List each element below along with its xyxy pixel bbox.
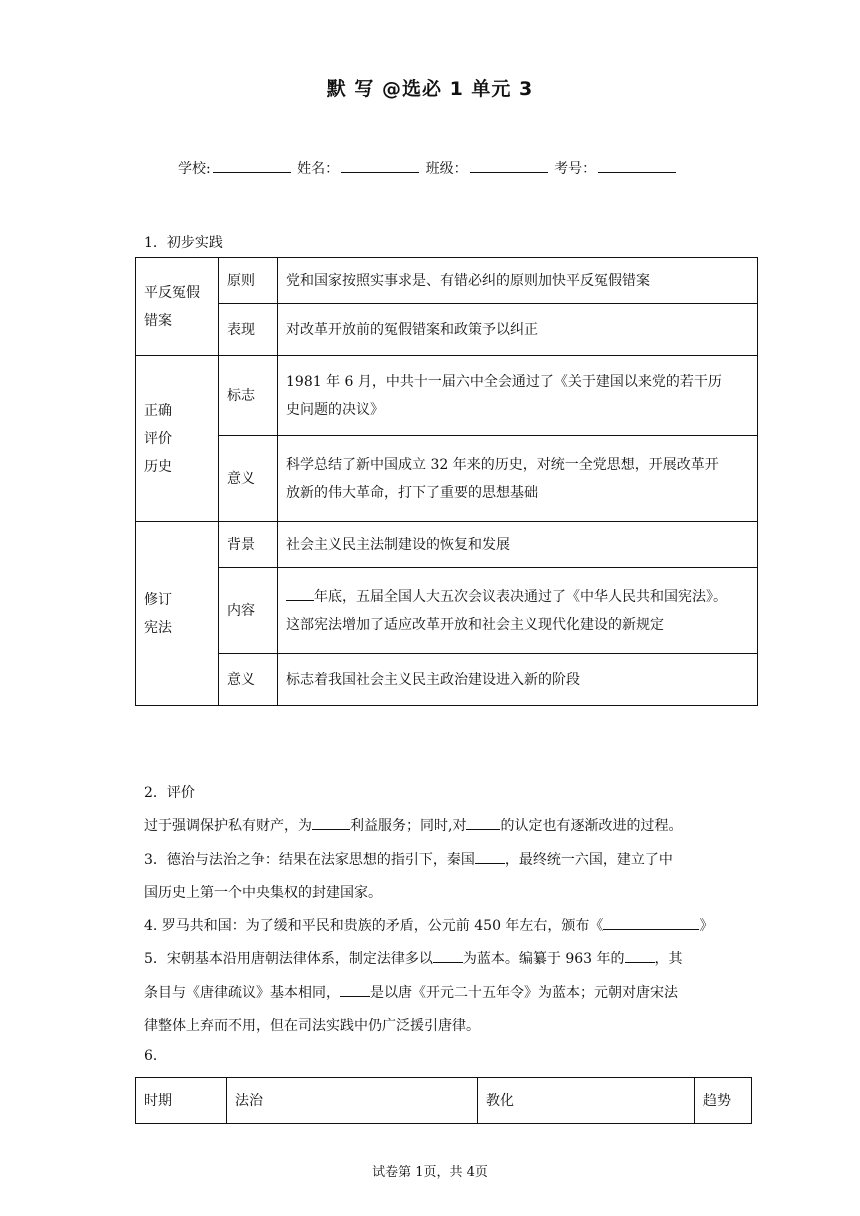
group-label: 错案 <box>144 312 172 329</box>
school-label: 学校: <box>178 161 211 177</box>
q6-table <box>135 1077 752 1124</box>
page-title: 默 写 @选必 1 单元 3 <box>326 78 534 100</box>
text: 条目与《唐律疏议》基本相同， <box>144 985 340 1001</box>
row-content <box>278 436 758 522</box>
content-line: 这部宪法增加了适应改革开放和社会主义现代化建设的新规定 <box>286 616 664 633</box>
group-label: 历史 <box>144 458 172 475</box>
row-content: 标志着我国社会主义民主政治建设进入新的阶段 <box>278 654 758 706</box>
group-label: 平反冤假 <box>144 284 200 301</box>
text: 3．德治与法治之争：结果在法家思想的指引下，秦国 <box>144 852 475 868</box>
group-label: 修订 <box>144 591 172 608</box>
content-text: 年底，五届全国人大五次会议表决通过了《中华人民共和国宪法》。 <box>314 588 727 605</box>
class-blank[interactable] <box>470 158 548 173</box>
answer-blank[interactable] <box>312 815 350 830</box>
q2-heading: 2．评价 <box>144 785 195 801</box>
q1-heading: 1．初步实践 <box>144 235 223 251</box>
exam-no-blank[interactable] <box>598 158 676 173</box>
class-label: 班级： <box>425 161 468 177</box>
group-cell <box>136 522 219 706</box>
q5-line3: 律整体上弃而不用，但在司法实践中仍广泛援引唐律。 <box>144 1018 480 1034</box>
group-cell <box>136 356 219 522</box>
row-label: 意义 <box>219 436 278 522</box>
header-cell: 时期 <box>136 1078 227 1124</box>
page-footer: 试卷第 1页，共 4页 <box>372 1165 488 1180</box>
row-content: 对改革开放前的冤假错案和政策予以纠正 <box>278 304 758 356</box>
answer-blank[interactable] <box>466 815 500 830</box>
row-content <box>278 356 758 436</box>
q5-line1 <box>144 948 683 968</box>
answer-blank[interactable] <box>340 982 370 997</box>
q3-line2: 国历史上第一个中央集权的封建国家。 <box>144 885 382 901</box>
content-line: 1981 年 6 月，中共十一届六中全会通过了《关于建国以来党的若干历 <box>286 373 722 390</box>
table-row <box>136 654 758 706</box>
row-label: 表现 <box>219 304 278 356</box>
content-line: 科学总结了新中国成立 32 年来的历史，对统一全党思想，开展改革开 <box>286 456 719 473</box>
content-line: 史问题的决议》 <box>286 401 384 418</box>
text: 为蓝本。编纂于 963 年的 <box>462 951 625 967</box>
q4-text <box>144 915 713 935</box>
answer-blank[interactable] <box>625 948 655 963</box>
row-label: 原则 <box>219 258 278 304</box>
row-label: 内容 <box>219 568 278 654</box>
text: 是以唐《开元二十五年令》为蓝本；元朝对唐宋法 <box>370 985 678 1001</box>
text: 5．宋朝基本沿用唐朝法律体系，制定法律多以 <box>144 951 433 967</box>
name-blank[interactable] <box>341 158 419 173</box>
header-cell: 教化 <box>478 1078 695 1124</box>
q2-text <box>144 815 682 835</box>
student-info-line <box>178 158 678 178</box>
table-row <box>136 258 758 304</box>
q3-line1 <box>144 849 673 869</box>
table-row <box>136 568 758 654</box>
text: 利益服务；同时,对 <box>350 818 467 834</box>
table-row <box>136 356 758 436</box>
q5-line2 <box>144 982 678 1002</box>
group-cell <box>136 258 219 356</box>
row-label: 意义 <box>219 654 278 706</box>
answer-blank[interactable] <box>433 948 463 963</box>
text: 》 <box>699 918 714 934</box>
header-cell: 趋势 <box>695 1078 752 1124</box>
table-row <box>136 436 758 522</box>
row-content: 社会主义民主法制建设的恢复和发展 <box>278 522 758 568</box>
answer-blank[interactable] <box>603 915 699 930</box>
exam-no-label: 考号： <box>554 161 597 177</box>
table-row <box>136 1078 752 1124</box>
q1-table <box>135 257 758 706</box>
content-line: 放新的伟大革命，打下了重要的思想基础 <box>286 484 538 501</box>
group-label: 正确 <box>144 402 172 419</box>
content-line <box>286 583 749 611</box>
row-label: 背景 <box>219 522 278 568</box>
text: 4. 罗马共和国：为了缓和平民和贵族的矛盾，公元前 450 年左右，颁布《 <box>144 918 604 934</box>
school-blank[interactable] <box>213 158 291 173</box>
q6-heading: 6． <box>144 1048 167 1064</box>
answer-blank[interactable] <box>475 849 505 864</box>
text: 的认定也有逐渐改进的过程。 <box>500 818 683 834</box>
text: 过于强调保护私有财产，为 <box>144 818 312 834</box>
header-cell: 法治 <box>227 1078 478 1124</box>
table-row <box>136 304 758 356</box>
table-row <box>136 522 758 568</box>
row-label: 标志 <box>219 356 278 436</box>
answer-blank[interactable] <box>286 586 314 601</box>
row-content <box>278 568 758 654</box>
group-label: 评价 <box>144 430 172 447</box>
group-label: 宪法 <box>144 619 172 636</box>
text: ，最终统一六国，建立了中 <box>504 852 673 868</box>
row-content: 党和国家按照实事求是、有错必纠的原则加快平反冤假错案 <box>278 258 758 304</box>
text: ，其 <box>654 951 683 967</box>
name-label: 姓名： <box>297 161 340 177</box>
